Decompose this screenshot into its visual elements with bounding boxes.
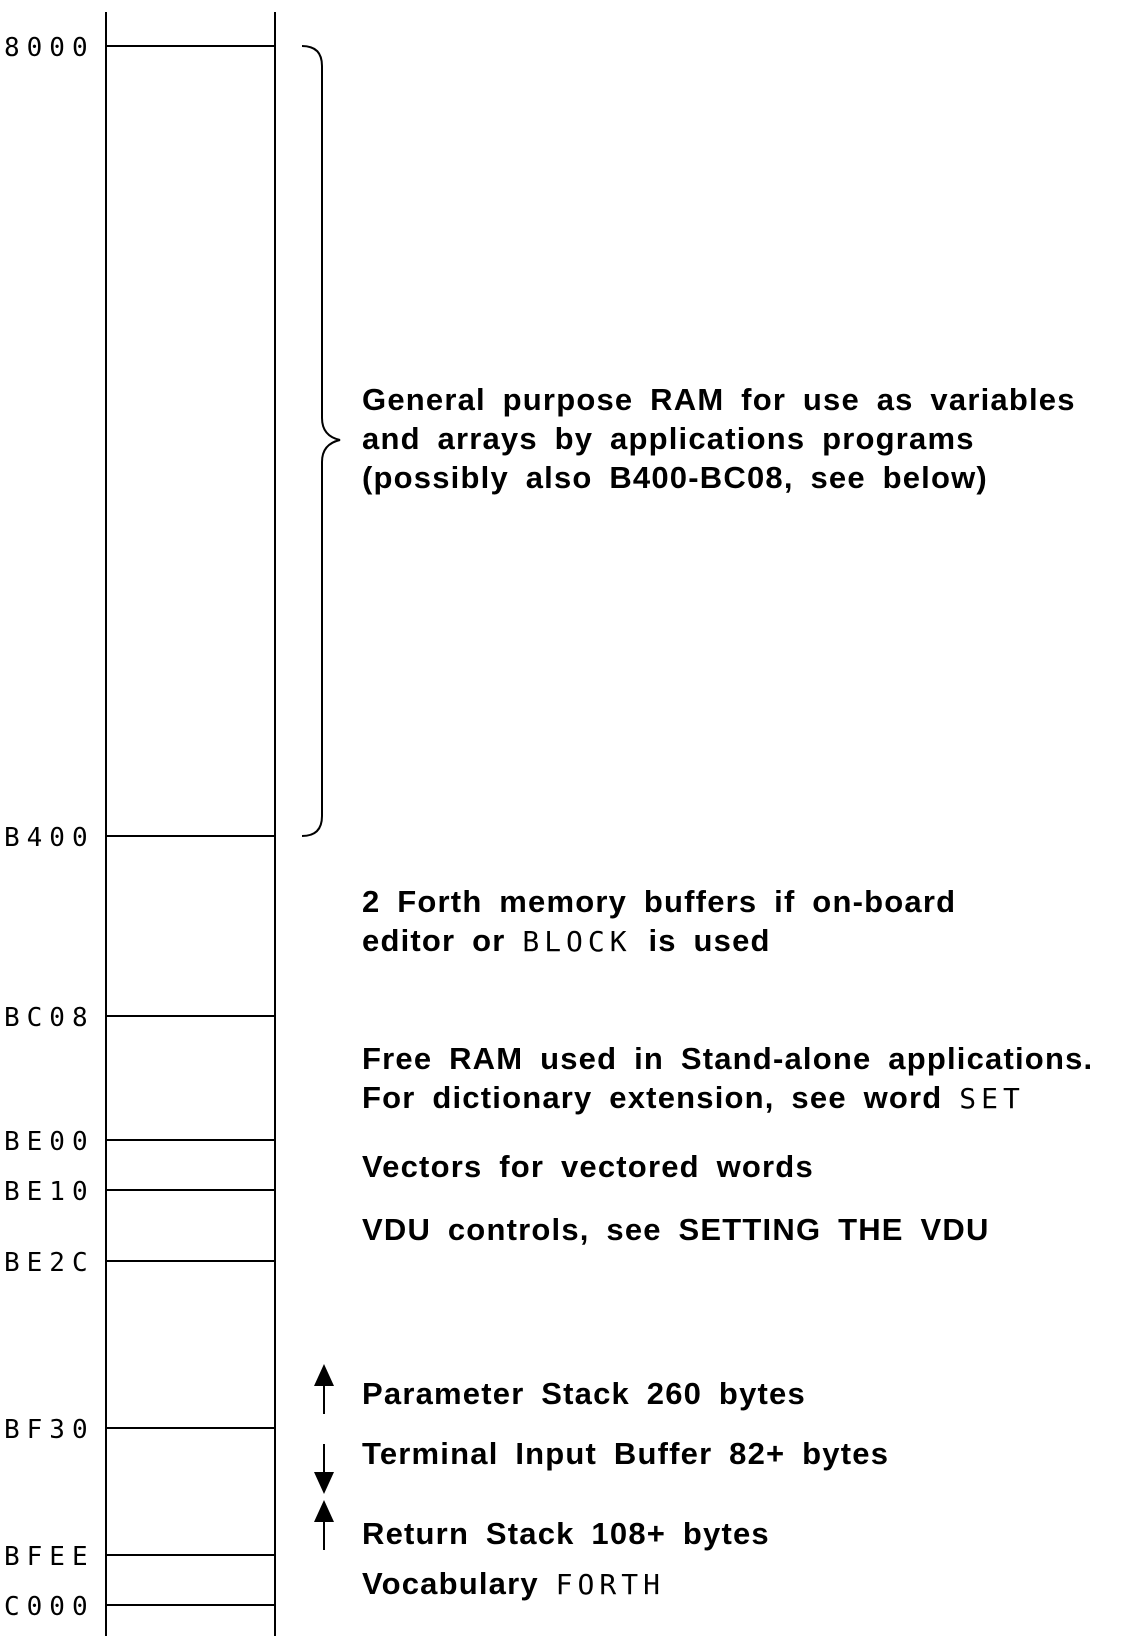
address-label: BE2C — [4, 1248, 95, 1278]
up-arrow-icon — [314, 1364, 334, 1414]
address-label: BFEE — [4, 1542, 95, 1572]
curly-brace-icon — [302, 46, 340, 836]
address-boundary-be2c — [4, 1248, 275, 1278]
forth-buffers-text-b: is used — [631, 923, 771, 958]
terminal-input-buffer-label: Terminal Input Buffer 82+ bytes — [362, 1436, 890, 1471]
forth-word: FORTH — [555, 1568, 665, 1601]
address-label: 8000 — [4, 33, 95, 63]
vectors-label: Vectors for vectored words — [362, 1149, 814, 1184]
vocabulary-text: Vocabulary — [362, 1566, 556, 1601]
address-label: C000 — [4, 1592, 95, 1622]
address-boundary-be00 — [4, 1127, 275, 1157]
set-word: SET — [959, 1082, 1025, 1115]
free-ram-text-a: For dictionary extension, see word — [362, 1080, 960, 1115]
address-boundary-8000 — [4, 33, 275, 63]
vocabulary-label — [362, 1566, 665, 1601]
address-boundary-bc08 — [4, 1003, 275, 1033]
up-arrow-icon — [314, 1500, 334, 1550]
address-boundary-bf30 — [4, 1415, 275, 1445]
vdu-controls-label: VDU controls, see SETTING THE VDU — [362, 1212, 990, 1247]
forth-buffers-line-1: 2 Forth memory buffers if on-board — [362, 884, 957, 919]
free-ram-line-1: Free RAM used in Stand-alone applications. — [362, 1041, 1094, 1076]
free-ram-line-2 — [362, 1080, 1025, 1115]
return-stack-label: Return Stack 108+ bytes — [362, 1516, 770, 1551]
address-label: B400 — [4, 823, 95, 853]
forth-buffers-text-a: editor or — [362, 923, 523, 958]
address-boundary-be10 — [4, 1177, 275, 1207]
address-label: BE00 — [4, 1127, 95, 1157]
address-label: BF30 — [4, 1415, 95, 1445]
address-label: BC08 — [4, 1003, 95, 1033]
address-label: BE10 — [4, 1177, 95, 1207]
parameter-stack-label: Parameter Stack 260 bytes — [362, 1376, 806, 1411]
block-word: BLOCK — [522, 925, 632, 958]
down-arrow-icon — [314, 1444, 334, 1494]
address-boundary-b400 — [4, 823, 275, 853]
forth-buffers-line-2 — [362, 923, 771, 958]
address-boundary-bfee — [4, 1542, 275, 1572]
general-ram-line-3: (possibly also B400-BC08, see below) — [362, 460, 988, 495]
general-ram-line-1: General purpose RAM for use as variables — [362, 382, 1076, 417]
address-boundary-c000 — [4, 1592, 275, 1622]
general-ram-line-2: and arrays by applications programs — [362, 421, 975, 456]
